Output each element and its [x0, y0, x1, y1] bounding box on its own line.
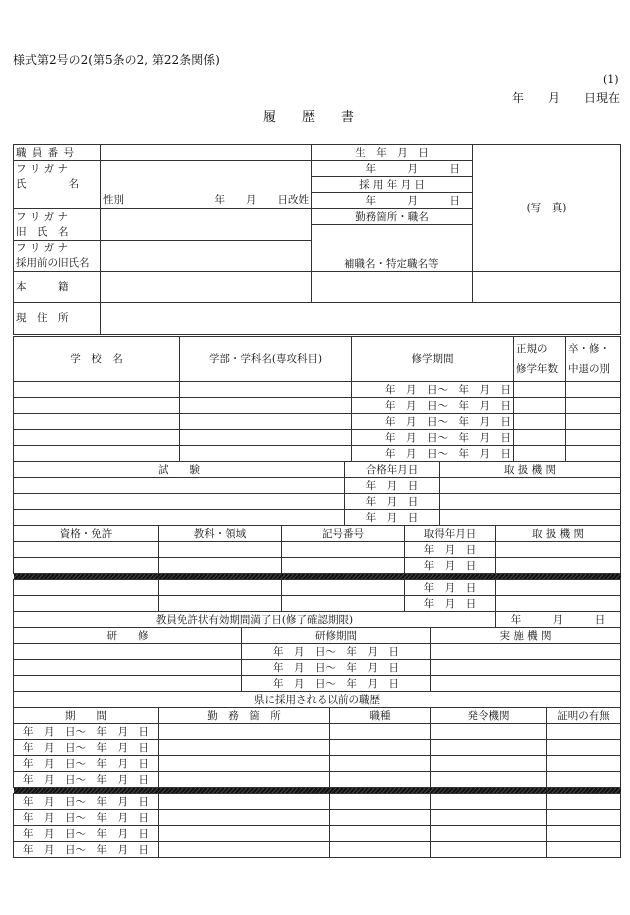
training-period-cell[interactable]: 年 月 日～ 年 月 日: [242, 660, 431, 676]
table-row: [14, 430, 621, 446]
exam-table: [13, 461, 621, 526]
sub-title-label: 補職名・特定職名等: [344, 258, 439, 270]
faculty-cell[interactable]: [180, 446, 352, 462]
hire-date-label: 採 用 年 月 日: [312, 177, 473, 193]
table-row: [14, 660, 621, 676]
job-cell[interactable]: [330, 810, 431, 826]
org-cell[interactable]: [431, 826, 547, 842]
exam-cell[interactable]: [14, 494, 345, 510]
table-row: [14, 398, 621, 414]
photo-box[interactable]: [473, 145, 621, 272]
career-period-cell[interactable]: 年 月 日～ 年 月 日: [14, 794, 159, 810]
photo-label: (写 真): [526, 201, 567, 214]
period-cell[interactable]: 年 月 日～ 年 月 日: [352, 382, 514, 398]
career-period-cell[interactable]: 年 月 日～ 年 月 日: [14, 826, 159, 842]
status-cell[interactable]: [566, 446, 621, 462]
period-cell[interactable]: 年 月 日～ 年 月 日: [352, 398, 514, 414]
table-row: [14, 596, 621, 612]
table-row: [14, 794, 621, 810]
surname-change-label: 年 月 日改姓: [214, 194, 309, 206]
faculty-header: 学部・学科名(専攻科目): [180, 337, 352, 382]
sub-title-field[interactable]: [312, 271, 473, 302]
code-header: 記号番号: [282, 526, 405, 542]
validity-label: 教員免許状有効期間満了日(修了確認期限): [14, 612, 496, 628]
period-cell[interactable]: 年 月 日～ 年 月 日: [352, 414, 514, 430]
code-cell[interactable]: [282, 580, 405, 596]
acquired-date-cell[interactable]: 年 月 日: [405, 596, 496, 612]
job-cell[interactable]: [330, 794, 431, 810]
as-of-date: 年 月 日現在: [512, 91, 621, 105]
workplace-cell[interactable]: [159, 740, 330, 756]
org-cell[interactable]: [431, 724, 547, 740]
training-period-cell[interactable]: 年 月 日～ 年 月 日: [242, 676, 431, 692]
subject-cell[interactable]: [159, 542, 282, 558]
period-header: 修学期間: [352, 337, 514, 382]
school-header: 学 校 名: [14, 337, 180, 382]
exam-header: 試 験: [14, 462, 345, 478]
org-cell[interactable]: [431, 772, 547, 788]
license-cell[interactable]: [14, 596, 159, 612]
agency-cell[interactable]: [496, 596, 621, 612]
career-org-header: 発令機関: [431, 708, 547, 724]
job-cell[interactable]: [330, 724, 431, 740]
birth-date-field[interactable]: 年 月 日: [312, 161, 473, 177]
acquired-date-cell[interactable]: 年 月 日: [405, 558, 496, 574]
exam-cell[interactable]: [14, 510, 345, 526]
workplace-cell[interactable]: [159, 842, 330, 858]
domicile-label: 本 籍: [14, 271, 101, 302]
furigana2-label: フ リ ガ ナ: [14, 209, 101, 225]
table-row: [14, 826, 621, 842]
job-cell[interactable]: [330, 826, 431, 842]
training-period-cell[interactable]: 年 月 日～ 年 月 日: [242, 644, 431, 660]
pass-date-cell[interactable]: 年 月 日: [345, 510, 440, 526]
school-cell[interactable]: [14, 382, 180, 398]
table-row: [14, 558, 621, 574]
career-proof-header: 証明の有無: [547, 708, 621, 724]
workplace-cell[interactable]: [159, 756, 330, 772]
table-row: [14, 740, 621, 756]
acquired-date-cell[interactable]: 年 月 日: [405, 542, 496, 558]
exam-agency-header: 取 扱 機 関: [440, 462, 621, 478]
license-agency-header: 取 扱 機 関: [496, 526, 621, 542]
table-row: [14, 542, 621, 558]
table-row: [14, 446, 621, 462]
table-row: [14, 810, 621, 826]
regular-years-header: 正規の 修学年数: [514, 337, 566, 382]
birth-date-label: 生 年 月 日: [312, 145, 473, 161]
name-field[interactable]: [101, 161, 312, 209]
org-cell[interactable]: [431, 810, 547, 826]
training-period-header: 研修期間: [242, 628, 431, 644]
career-section-title: 県に採用される以前の職歴: [14, 692, 621, 708]
table-row: [14, 494, 621, 510]
code-cell[interactable]: [282, 542, 405, 558]
faculty-cell[interactable]: [180, 414, 352, 430]
agency-cell[interactable]: [496, 542, 621, 558]
proof-cell[interactable]: [547, 772, 621, 788]
graduation-status-header: 卒・修・ 中退の別: [566, 337, 621, 382]
agency-cell[interactable]: [496, 580, 621, 596]
job-cell[interactable]: [330, 756, 431, 772]
years-cell[interactable]: [514, 414, 566, 430]
job-cell[interactable]: [330, 740, 431, 756]
career-period-header: 期 間: [14, 708, 159, 724]
org-cell[interactable]: [431, 660, 621, 676]
workplace-cell[interactable]: [159, 724, 330, 740]
code-cell[interactable]: [282, 558, 405, 574]
table-row: [14, 756, 621, 772]
status-cell[interactable]: [566, 414, 621, 430]
school-cell[interactable]: [14, 430, 180, 446]
org-cell[interactable]: [431, 756, 547, 772]
table-row: [14, 644, 621, 660]
school-cell[interactable]: [14, 446, 180, 462]
status-cell[interactable]: [566, 382, 621, 398]
domicile-field[interactable]: [101, 271, 312, 302]
furigana-label: フ リ ガ ナ: [14, 161, 101, 177]
license-header: 資格・免許: [14, 526, 159, 542]
org-cell[interactable]: [431, 676, 621, 692]
job-cell[interactable]: [330, 842, 431, 858]
subject-header: 教科・領域: [159, 526, 282, 542]
pass-date-cell[interactable]: 年 月 日: [345, 494, 440, 510]
address-field[interactable]: [101, 302, 621, 334]
proof-cell[interactable]: [547, 842, 621, 858]
proof-cell[interactable]: [547, 724, 621, 740]
license-cell[interactable]: [14, 558, 159, 574]
training-header: 研 修: [14, 628, 242, 644]
code-cell[interactable]: [282, 596, 405, 612]
org-cell[interactable]: [431, 842, 547, 858]
career-period-cell[interactable]: 年 月 日～ 年 月 日: [14, 724, 159, 740]
workplace-cell[interactable]: [159, 794, 330, 810]
school-cell[interactable]: [14, 398, 180, 414]
table-row: [14, 382, 621, 398]
career-table: [13, 691, 621, 858]
agency-cell[interactable]: [440, 478, 621, 494]
pre-hire-name-field[interactable]: [101, 240, 312, 271]
form-number: 様式第2号の2(第5条の2, 第22条関係): [13, 53, 220, 67]
table-row: [14, 842, 621, 858]
proof-cell[interactable]: [547, 826, 621, 842]
faculty-cell[interactable]: [180, 382, 352, 398]
staff-no-label: 職 員 番 号: [14, 145, 101, 161]
period-cell[interactable]: 年 月 日～ 年 月 日: [352, 446, 514, 462]
page-title: 履 歴 書: [263, 110, 355, 125]
furigana3-label: フ リ ガ ナ: [14, 240, 101, 256]
proof-cell[interactable]: [547, 810, 621, 826]
org-cell[interactable]: [431, 644, 621, 660]
status-cell[interactable]: [566, 398, 621, 414]
table-row: [14, 414, 621, 430]
exam-cell[interactable]: [14, 478, 345, 494]
old-name-label: 旧 氏 名: [14, 225, 101, 241]
years-cell[interactable]: [514, 446, 566, 462]
name-label: 氏 名: [14, 177, 101, 209]
faculty-cell[interactable]: [180, 398, 352, 414]
table-row: [14, 580, 621, 596]
training-org-header: 実 施 機 関: [431, 628, 621, 644]
acquired-date-cell[interactable]: 年 月 日: [405, 580, 496, 596]
subject-cell[interactable]: [159, 596, 282, 612]
table-row: [14, 772, 621, 788]
period-cell[interactable]: 年 月 日～ 年 月 日: [352, 430, 514, 446]
proof-cell[interactable]: [547, 756, 621, 772]
career-period-cell[interactable]: 年 月 日～ 年 月 日: [14, 756, 159, 772]
years-cell[interactable]: [514, 430, 566, 446]
training-cell[interactable]: [14, 644, 242, 660]
table-row: [14, 724, 621, 740]
license-cell[interactable]: [14, 542, 159, 558]
workplace-cell[interactable]: [159, 810, 330, 826]
pass-date-cell[interactable]: 年 月 日: [345, 478, 440, 494]
table-row: [14, 676, 621, 692]
agency-cell[interactable]: [496, 558, 621, 574]
table-row: [14, 478, 621, 494]
training-cell[interactable]: [14, 676, 242, 692]
career-period-cell[interactable]: 年 月 日～ 年 月 日: [14, 842, 159, 858]
career-period-cell[interactable]: 年 月 日～ 年 月 日: [14, 810, 159, 826]
agency-cell[interactable]: [440, 494, 621, 510]
career-period-cell[interactable]: 年 月 日～ 年 月 日: [14, 772, 159, 788]
career-workplace-header: 勤 務 箇 所: [159, 708, 330, 724]
license-cell[interactable]: [14, 580, 159, 596]
pre-hire-name-label: 採用前の旧氏名: [14, 256, 101, 272]
license-table: [13, 525, 621, 628]
training-table: [13, 627, 621, 692]
years-cell[interactable]: [514, 398, 566, 414]
org-cell[interactable]: [431, 794, 547, 810]
years-cell[interactable]: [514, 382, 566, 398]
faculty-cell[interactable]: [180, 430, 352, 446]
org-cell[interactable]: [431, 740, 547, 756]
personal-info-table: [13, 144, 621, 335]
school-cell[interactable]: [14, 414, 180, 430]
career-period-cell[interactable]: 年 月 日～ 年 月 日: [14, 740, 159, 756]
career-job-header: 職種: [330, 708, 431, 724]
acquired-header: 取得年月日: [405, 526, 496, 542]
subject-cell[interactable]: [159, 580, 282, 596]
table-row: [14, 510, 621, 526]
validity-date-field[interactable]: 年 月 日: [496, 612, 621, 628]
old-name-field[interactable]: [101, 209, 312, 241]
workplace-cell[interactable]: [159, 772, 330, 788]
hire-date-field[interactable]: 年 月 日: [312, 193, 473, 209]
pass-date-header: 合格年月日: [345, 462, 440, 478]
address-label: 現 住 所: [14, 302, 101, 334]
staff-no-field[interactable]: [101, 145, 312, 161]
job-cell[interactable]: [330, 772, 431, 788]
education-table: [13, 336, 621, 462]
page-number: (1): [603, 73, 619, 86]
proof-cell[interactable]: [547, 740, 621, 756]
gender-label: 性別: [103, 194, 124, 206]
workplace-label: 勤務箇所・職名: [312, 209, 473, 225]
subject-cell[interactable]: [159, 558, 282, 574]
proof-cell[interactable]: [547, 794, 621, 810]
workplace-cell[interactable]: [159, 826, 330, 842]
training-cell[interactable]: [14, 660, 242, 676]
agency-cell[interactable]: [440, 510, 621, 526]
status-cell[interactable]: [566, 430, 621, 446]
